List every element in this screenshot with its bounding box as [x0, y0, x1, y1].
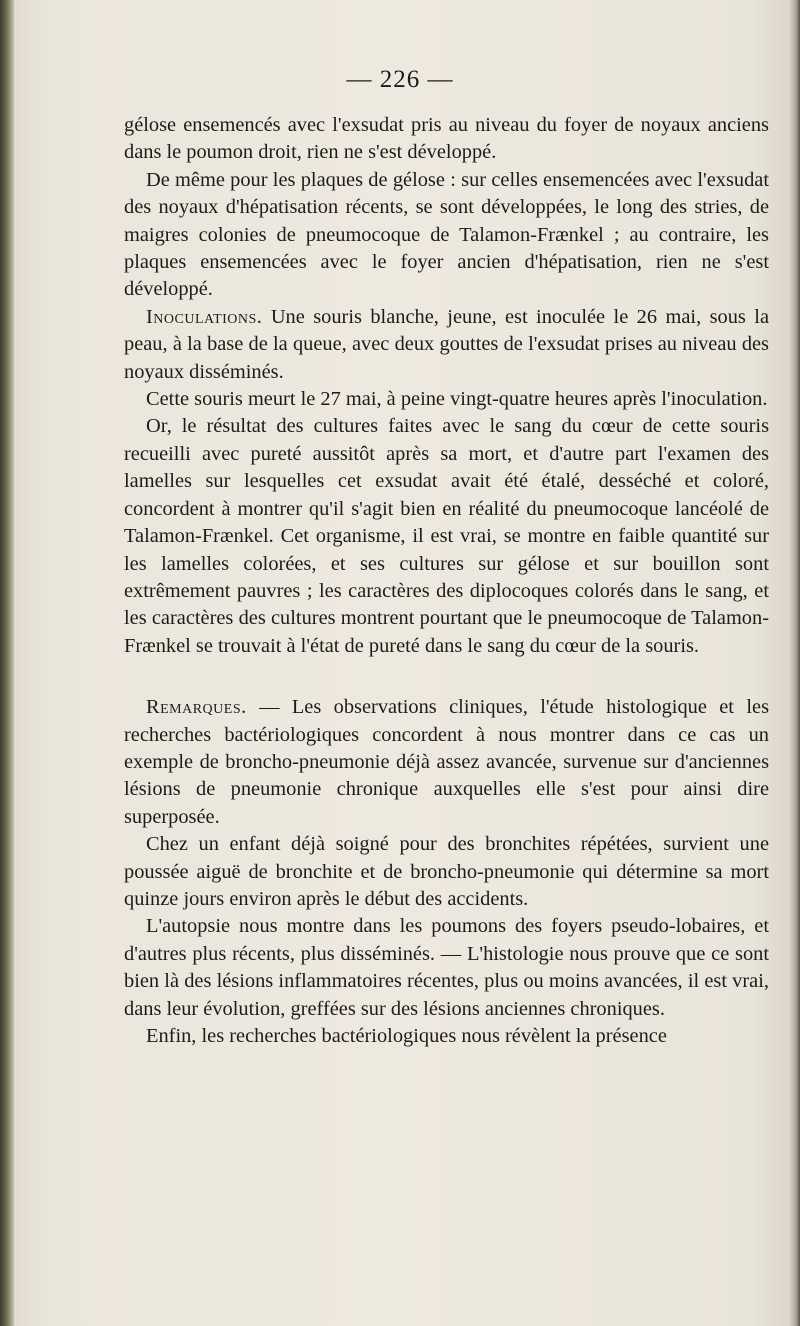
paragraph-text: Enfin, les recherches bactériologiques nous révèlent la présence — [146, 1025, 667, 1047]
paragraph-5 — [124, 413, 769, 660]
paragraph-8 — [124, 913, 769, 1023]
paragraph-text: L'autopsie nous montre dans les poumons des foyers pseudo-lobaires, et d'autres plus récents, plus disséminés. — L'histologie nous prouve que ce sont bien là des lésions inflammatoires récentes, plus ou moins avancées, il est vrai, dans leur évolution, greffées sur des lésions anciennes chroniques. — [124, 915, 769, 1020]
paragraph-7 — [124, 831, 769, 913]
paragraph-2 — [124, 167, 769, 304]
paragraph-9 — [124, 1023, 769, 1050]
paragraph-text: Cette souris meurt le 27 mai, à peine vingt-quatre heures après l'inoculation. — [146, 388, 768, 411]
paragraph-text: Une souris blanche, jeune, est inoculée le 26 mai, sous la peau, à la base de la queue, avec deux gouttes de l'exsudat prises au niveau des noyaux disséminés. — [124, 305, 769, 383]
paragraph-4 — [124, 386, 769, 413]
section-heading-remarques: Remarques. — [146, 696, 247, 719]
paragraph-text: De même pour les plaques de gélose : sur celles ensemencées avec l'exsudat des noyaux d'hépatisation récents, se sont développées, le long des stries, de maigres colonies de pneumocoque de Talamon-Frænkel ; au contraire, les plaques ensemencées avec le foyer ancien d'hépatisation, rien ne s'est développé. — [124, 168, 769, 301]
paragraph-text: gélose ensemencés avec l'exsudat pris au niveau du foyer de noyaux anciens dans le poumon droit, rien ne s'est développé. — [124, 114, 769, 164]
paragraph-remarques — [124, 694, 769, 831]
paragraph-inoculations — [124, 304, 769, 386]
binding-shadow — [0, 0, 14, 1326]
page-edge-shadow — [790, 0, 800, 1326]
section-heading-inoculations: Inoculations. — [146, 305, 263, 328]
body-text — [124, 112, 769, 1050]
paragraph-text: Or, le résultat des cultures faites avec le sang du cœur de cette souris recueilli avec pureté aussitôt après sa mort, et d'autre part l'examen des lamelles sur lesquelles cet exsudat avait été étalé, desséché et coloré, concordent à montrer qu'il s'agit bien en réalité du pneumocoque lancéolé de Talamon-Frænkel. Cet organisme, il est vrai, se montre en faible quantité sur les lamelles colorées, et ses cultures sur gélose et sur bouillon sont extrêmement pauvres ; les caractères des diplocoques colorés dans le sang, et les caractères des cultures montrent pourtant que le pneumocoque de Talamon-Frænkel se trouvait à l'état de pureté dans le sang du cœur de la souris. — [124, 415, 769, 657]
paragraph-text: — Les observations cliniques, l'étude histologique et les recherches bactériologiques concordent à nous montrer dans ce cas un exemple de broncho-pneumonie déjà assez avancée, survenue sur d'anciennes lésions de pneumonie chronique auxquelles elle s'est pour ainsi dire superposée. — [124, 696, 769, 828]
paragraph-1 — [124, 112, 769, 167]
paragraph-text: Chez un enfant déjà soigné pour des bronchites répétées, survient une poussée aiguë de bronchite et de broncho-pneumonie qui détermine sa mort quinze jours environ après le début des accidents. — [124, 833, 769, 910]
page-number: — 226 — — [346, 66, 454, 93]
